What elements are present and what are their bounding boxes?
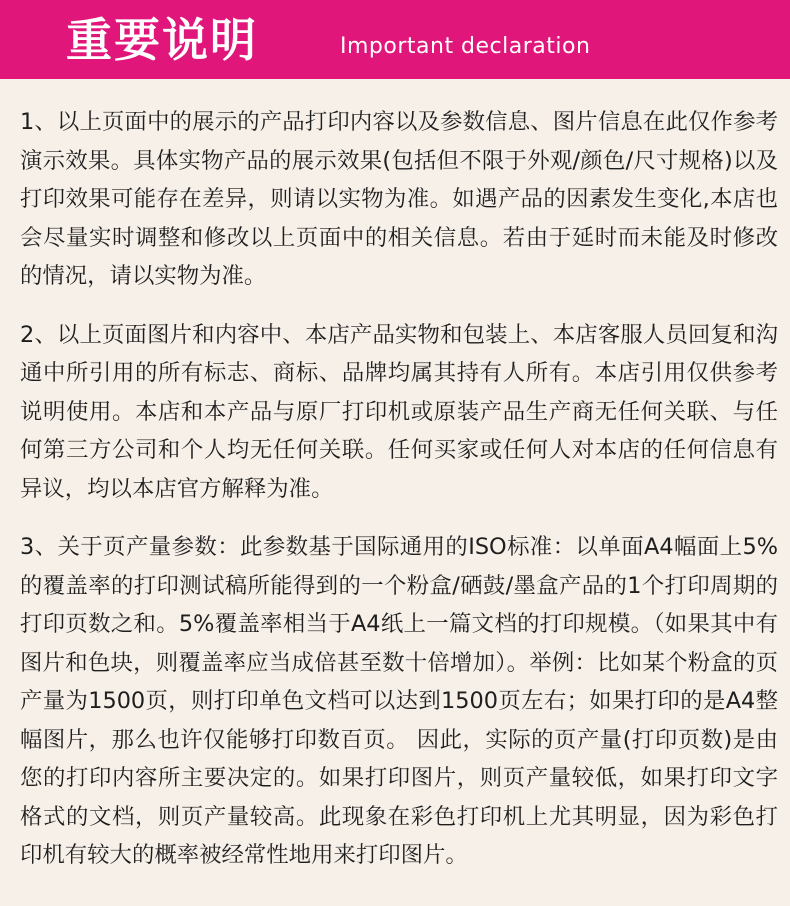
declaration-paragraph-2: 2、以上页面图片和内容中、本店产品实物和包装上、本店客服人员回复和沟通中所引用的所有标志、商标、品牌均属其持有人所有。本店引用仅供参考说明使用。本店和本产品与原厂打印机或原装产品生产商无任何关联、与任何第三方公司和个人均无任何关联。任何买家或任何人对本店的任何信息有异议，均以本店官方解释为准。 <box>20 321 778 502</box>
header-banner <box>0 0 790 79</box>
declaration-body <box>20 103 778 895</box>
declaration-paragraph-3: 3、关于页产量参数：此参数基于国际通用的ISO标准：以单面A4幅面上5%的覆盖率的打印测试稿所能得到的一个粉盒/硒鼓/墨盒产品的1个打印周期的打印页数之和。5%覆盖率相当于A4纸上一篇文档的打印规模。（如果其中有图片和色块，则覆盖率应当成倍甚至数十倍增加）。举例：比如某个粉盒的页产量为1500页，则打印单色文档可以达到1500页左右；如果打印的是A4整幅图片，那么也许仅能够打印数百页。 因此，实际的页产量(打印页数)是由您的打印内容所主要决定的。如果打印图片，则页产量较低，如果打印文字格式的文档，则页产量较高。此现象在彩色打印机上尤其明显，因为彩色打印机有较大的概率被经常性地用来打印图片。 <box>20 534 778 868</box>
page-title: 重要说明 <box>66 13 258 67</box>
page-subtitle: Important declaration <box>340 34 591 59</box>
declaration-paragraph-1: 1、以上页面中的展示的产品打印内容以及参数信息、图片信息在此仅作参考演示效果。具体实物产品的展示效果(包括但不限于外观/颜色/尺寸规格)以及打印效果可能存在差异，则请以实物为准。如遇产品的因素发生变化,本店也会尽量实时调整和修改以上页面中的相关信息。若由于延时而未能及时修改的情况，请以实物为准。 <box>20 109 778 289</box>
